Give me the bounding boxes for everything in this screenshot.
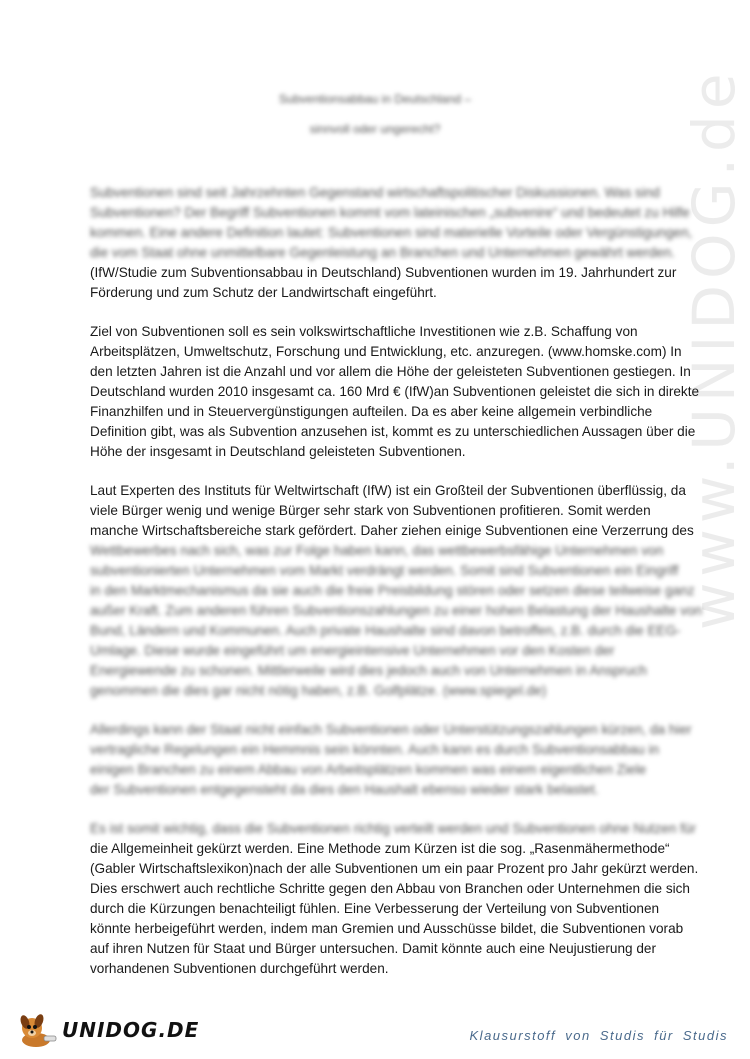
blurred-text-line: subventionierten Unternehmen vom Markt verdrängt werden. Somit sind Subventionen ein Eingriff xyxy=(90,563,679,578)
text-line: vorhandenen Subventionen durchgeführt werden. xyxy=(90,961,389,976)
text-line: Förderung und zum Schutz der Landwirtschaft eingeführt. xyxy=(90,285,437,300)
text-line: die Allgemeinheit gekürzt werden. Eine Methode zum Kürzen ist die sog. „Rasenmähermethode“ xyxy=(90,841,670,856)
text-line: Arbeitsplätzen, Umweltschutz, Forschung und Entwicklung, etc. anzuregen. (www.homske.com) In xyxy=(90,344,682,359)
document-body xyxy=(90,183,703,998)
footer-logo xyxy=(16,1010,199,1050)
text-line: könnte herbeigeführt werden, indem man Gremien und Ausschüsse bildet, die Subventionen vorab xyxy=(90,921,684,936)
text-line: Dies erschwert auch rechtliche Schritte gegen den Abbau von Branchen oder Unternehmen die sich xyxy=(90,881,690,896)
text-line: manche Wirtschaftsbereiche stark gefördert. Daher ziehen einige Subventionen eine Verzerrung des xyxy=(90,523,694,538)
text-line: durch die Kürzungen benachteiligt fühlen. Eine Verbesserung der Verteilung von Subventionen xyxy=(90,901,660,916)
blurred-text-line: genommen die dies gar nicht nötig haben, z.B. Golfplätze. (www.spiegel.de) xyxy=(90,683,547,698)
blurred-text-line: kommen. Eine andere Definition lautet: Subventionen sind materielle Vorteile oder Vergünstigungen, xyxy=(90,225,693,240)
blurred-text-line: Wettbewerbes nach sich, was zur Folge haben kann, das wettbewerbsfähige Unternehmen von xyxy=(90,543,664,558)
paragraph xyxy=(90,183,693,303)
blurred-text-line: Es ist somit wichtig, dass die Subventionen richtig verteilt werden und Subventionen ohne Nutzen für xyxy=(90,821,697,836)
text-line: Ziel von Subventionen soll es sein volkswirtschaftliche Investitionen wie z.B. Schaffung von xyxy=(90,324,638,339)
text-line: Laut Experten des Instituts für Weltwirtschaft (IfW) ist ein Großteil der Subventionen überflüssig, da xyxy=(90,483,686,498)
text-line: Deutschland wurden 2010 insgesamt ca. 160 Mrd € (IfW)an Subventionen geleistet die sich in direkte xyxy=(90,384,700,399)
text-line: Finanzhilfen und in Steuervergünstigungen aufteilen. Da es aber keine allgemein verbindliche xyxy=(90,404,653,419)
document-title-line1: Subventionsabbau in Deutschland – xyxy=(278,92,472,106)
blurred-text-line: einigen Branchen zu einem Abbau von Arbeitsplätzen kommen was einem eigentlichen Ziele xyxy=(90,762,647,777)
text-line: auf ihren Nutzen für Staat und Bürger untersuchen. Damit könnte auch eine Neujustierung der xyxy=(90,941,656,956)
watermark-text: www.UNIDOG.de xyxy=(680,67,748,630)
paragraph xyxy=(90,481,703,701)
blurred-text-line: Subventionen? Der Begriff Subventionen kommt vom lateinischen „subvenire“ und bedeutet zu Hilfe xyxy=(90,205,690,220)
text-line: Definition gibt, was als Subvention anzusehen ist, kommt es zu unterschiedlichen Aussagen über die xyxy=(90,424,696,439)
blurred-text-line: Umlage. Diese wurde eingeführt um energieintensive Unternehmen vor den Kosten der xyxy=(90,643,615,658)
paragraph xyxy=(90,720,692,800)
text-line: viele Bürger wenig und wenige Bürger sehr stark von Subventionen profitieren. Somit werden xyxy=(90,503,651,518)
dog-mascot-icon xyxy=(16,1010,60,1050)
blurred-text-line: der Subventionen entgegensteht da dies den Haushalt ebenso wieder stark belastet. xyxy=(90,782,599,797)
paragraph xyxy=(90,322,700,462)
document-title-line2: sinnvoll oder ungerecht? xyxy=(309,122,441,136)
blurred-text-line: die vom Staat ohne unmittelbare Gegenleistung an Branchen und Unternehmen gewährt werden. xyxy=(90,245,675,260)
text-line: (Gabler Wirtschaftslexikon)nach der alle Subventionen um ein paar Prozent pro Jahr gekürzt werden. xyxy=(90,861,699,876)
text-line: den letzten Jahren ist die Anzahl und vor allem die Höhe der geleisteten Subventionen gestiegen. In xyxy=(90,364,691,379)
blurred-text-line: Subventionen sind seit Jahrzehnten Gegenstand wirtschaftspolitischer Diskussionen. Was sind xyxy=(90,185,660,200)
blurred-text-line: außer Kraft. Zum anderen führen Subventionszahlungen zu einer hohen Belastung der Haushalte von xyxy=(90,603,703,618)
blurred-text-line: Energiewende zu schonen. Mittlerweile wird dies jedoch auch von Unternehmen in Anspruch xyxy=(90,663,647,678)
text-line: Höhe der insgesamt in Deutschland geleisteten Subventionen. xyxy=(90,444,466,459)
footer-slogan: Klausurstoff von Studis für Studis xyxy=(469,1028,728,1043)
blurred-text-line: Bund, Ländern und Kommunen. Auch private Haushalte sind davon betroffen, z.B. durch die EEG- xyxy=(90,623,681,638)
blurred-text-line: Allerdings kann der Staat nicht einfach Subventionen oder Unterstützungszahlungen kürzen, da hier xyxy=(90,722,692,737)
logo-text: UNIDOG.DE xyxy=(62,1018,200,1042)
blurred-text-line: in den Marktmechanismus da sie auch die freie Preisbildung stören oder setzen diese teilweise ganz xyxy=(90,583,695,598)
blurred-text-line: vertragliche Regelungen ein Hemmnis sein könnten. Auch kann es durch Subventionsabbau in xyxy=(90,742,660,757)
text-line: (IfW/Studie zum Subventionsabbau in Deutschland) Subventionen wurden im 19. Jahrhundert zur xyxy=(90,265,677,280)
paragraph xyxy=(90,819,699,979)
